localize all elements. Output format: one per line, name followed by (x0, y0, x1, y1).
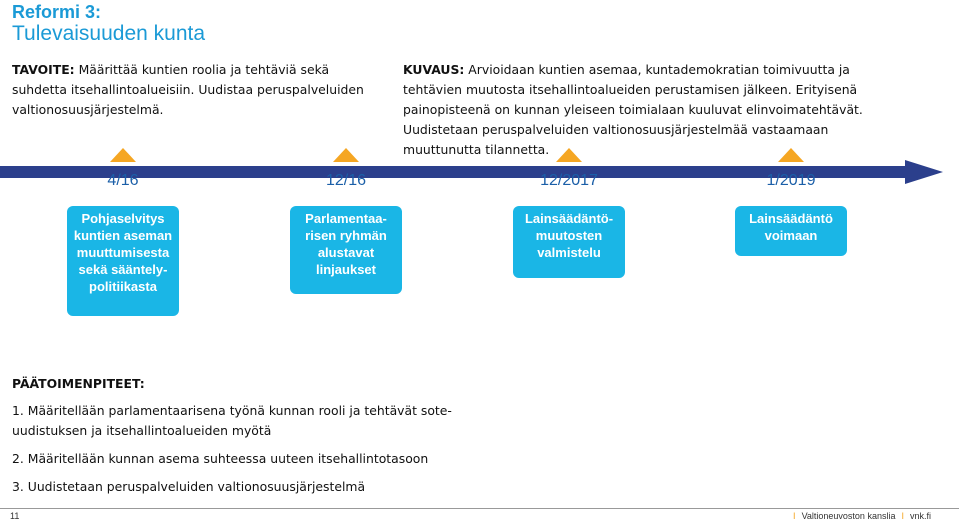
milestone-marker-1 (110, 148, 136, 162)
milestone-text-3: Lainsäädäntö-muutosten valmistelu (524, 211, 614, 260)
page-subtitle: Tulevaisuuden kunta (12, 22, 206, 45)
milestone-text-4: Lainsäädäntö voimaan (749, 211, 833, 243)
footer-divider (0, 508, 959, 509)
milestone-date-2: 12/16 (325, 172, 367, 189)
description-section (403, 60, 903, 160)
footer-site: vnk.fi (909, 511, 931, 521)
footer (787, 511, 931, 521)
goal-text: Määrittää kuntien roolia ja tehtäviä sekä suhdetta itsehallintoalueisiin. Uudistaa peruspalveluiden valtionosuusjärjestelmä. (12, 62, 364, 117)
footer-org: Valtioneuvoston kanslia (801, 511, 896, 521)
decisions-section (12, 376, 472, 505)
milestone-marker-4 (778, 148, 804, 162)
footer-separator-1: I (793, 511, 796, 521)
milestone-marker-2 (333, 148, 359, 162)
footer-separator-2: I (901, 511, 904, 521)
milestone-date-3: 12/2017 (540, 172, 598, 189)
description-label: KUVAUS: (403, 62, 465, 77)
decision-item-3: 3. Uudistetaan peruspalveluiden valtionosuusjärjestelmä (12, 479, 366, 494)
decision-item-1: 1. Määritellään parlamentaarisena työnä kunnan rooli ja tehtävät sote-uudistuksen ja itsehallintoalueiden myötä (12, 403, 452, 438)
milestone-marker-3 (556, 148, 582, 162)
page-title: Reformi 3: (12, 2, 102, 22)
timeline (0, 150, 959, 330)
decisions-heading: PÄÄTOIMENPITEET: (12, 376, 145, 391)
milestone-text-2: Parlamentaa-risen ryhmän alustavat linjaukset (305, 211, 387, 277)
description-text: Arvioidaan kuntien asemaa, kuntademokratian toimivuutta ja tehtävien muutosta itsehallintoalueiden perustamisen jälkeen. Erityisenä painopisteenä on kunnan yleiseen toimialaan kuuluvat elinvoimatehtävät. Uudistetaan peruspalveluiden valtionosuusjärjestelmää vastaamaan muuttunutta tilannetta. (403, 62, 863, 157)
page-number: 11 (10, 511, 20, 521)
decision-item-2: 2. Määritellään kunnan asema suhteessa uuteen itsehallintotasoon (12, 451, 429, 466)
milestone-card-4 (735, 206, 847, 256)
milestone-date-1: 4/16 (107, 172, 139, 189)
milestone-card-1 (67, 206, 179, 316)
milestone-card-2 (290, 206, 402, 294)
goal-section (12, 60, 384, 120)
milestone-text-1: Pohjaselvitys kuntien aseman muuttumisesta sekä sääntely-politiikasta (73, 211, 173, 294)
milestone-card-3 (513, 206, 625, 278)
goal-label: TAVOITE: (12, 62, 75, 77)
milestone-date-4: 1/2019 (766, 172, 816, 189)
